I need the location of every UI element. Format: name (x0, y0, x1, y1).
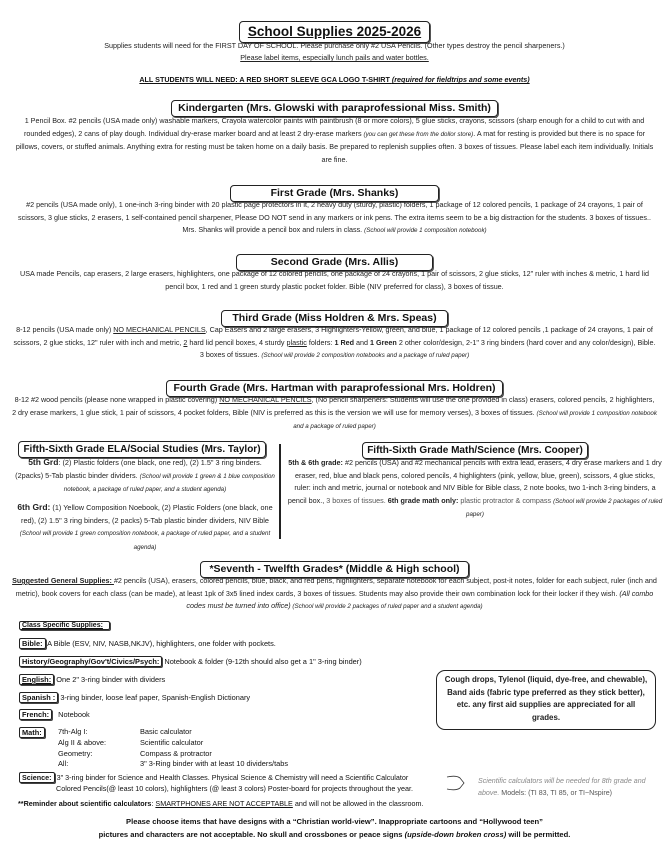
third-no-mechanical: NO MECHANICAL PENCILS (113, 325, 206, 334)
third-text-3: hard lid pencil boxes, 4 sturdy (187, 337, 287, 347)
math-text-gray: 3 boxes of tissues. (326, 495, 386, 505)
third-underline-plastic: plastic (286, 337, 307, 347)
math-course: All: (58, 759, 69, 769)
ela-6th-note: (School will provide 1 green composition notebook, a package of ruled paper, and a student agenda) (19, 530, 271, 551)
reminder-colon: : (151, 799, 156, 808)
first-grade-text: #2 pencils (USA made only), 1 one-inch 3-ring binder with 20 plastic page protectors in it, 2 heavy duty (sturdy, plastic) folders, 1 package of 12 colored pencils, 1 package of 24 crayons, 1 pair of scissors, 3 glue sticks, 2 erasers, 1 self-contained pencil sharpener, Please DO NOT send in any markers or ink pens. The extra items seem to be a big distraction for the students. 3 boxes of tissues.. Mrs. Shanks will provide a pencil box and rulers in class. (18, 200, 651, 234)
all-students-main: ALL STUDENTS WILL NEED: A RED SHORT SLEEVE GCA LOGO T-SHIRT (139, 75, 392, 84)
science-row (19, 772, 408, 783)
calculator-note (478, 775, 666, 799)
bible-label: Bible: (19, 638, 46, 649)
intro-line2: Please label items, especially lunch pails and water bottles. (240, 53, 429, 62)
spanish-label: Spanish : (19, 692, 58, 703)
math-class-label: Math: (19, 727, 45, 738)
footer-line2 (10, 829, 659, 842)
history-label: History/Geography/Gov't/Civics/Psych: (19, 656, 162, 667)
math-table (58, 727, 288, 770)
math-science-list (286, 457, 664, 522)
fourth-text-2: , (No pencil sharpeners: Students will use the one provided in class) erasers, colored pencils, 2 highlighters, 2 dry erase markers, 1 glue stick, 1 pair of scissors, 4 pocket folders, Bible (NIV is preferred as this is the version we will use for memory verses), 3 boxes of tissues. (12, 395, 655, 417)
first-grade-list (12, 199, 657, 238)
math-row (19, 727, 45, 738)
kindergarten-list (12, 115, 657, 166)
math-course: Alg II & above: (58, 737, 107, 747)
reminder-text: and will not be allowed in the classroom. (292, 799, 424, 808)
fourth-grade-list (12, 394, 657, 434)
math-label: 5th & 6th grade: (288, 458, 343, 467)
page-title: School Supplies 2025-2026 (239, 21, 430, 43)
math-item: Basic calculator (140, 727, 192, 736)
math-item: Scientific calculator (140, 737, 204, 747)
math-row-3 (58, 759, 288, 770)
math-6th-only-text: plastic protractor & compass (460, 495, 554, 505)
third-bold-red: 1 Red (334, 337, 355, 347)
math-text: #2 pencils (USA) and #2 mechanical pencils with extra lead, erasers, 4 dry erase markers and 1 dry eraser, red, blue and black pens, colored pencils, 4 highlighters (pink, yellow, blue, green), scissors, 4 glue sticks, ruler: inch and metric, journal or notebook and NIV Bible for Bible class, 2 note books, two 1-inch 3-ring binders, a pencil box., (287, 458, 662, 505)
all-students-notice (10, 74, 659, 87)
math-science-heading: Fifth-Sixth Grade Math/Science (Mrs. Cooper) (362, 442, 588, 459)
ela-5th-label: 5th Grd (28, 457, 59, 467)
history-row (19, 656, 362, 667)
third-grade-list (12, 324, 657, 363)
science-label: Science: (19, 772, 55, 783)
third-text-5: and (354, 337, 371, 347)
class-specific-heading: Class Specific Supplies: (19, 621, 110, 630)
footer-line1: Please choose items that have designs with a “Christian world-view”. Inappropriate cartoons and “Hollywood teen” (126, 817, 543, 826)
seventh-twelfth-heading: *Seventh - Twelfth Grades* (Middle & High school) (200, 561, 468, 578)
english-text: One 2" 3-ring binder with dividers (54, 675, 166, 684)
ela-6th-grade (14, 501, 276, 554)
math-6th-only-label: 6th grade math only: (385, 495, 461, 505)
third-underline-2: 2 (183, 337, 188, 347)
math-row-0 (58, 727, 288, 738)
fourth-text-1: 8-12 #2 wood pencils (please none wrapped in plastic covering) (14, 395, 220, 404)
all-students-note: (required for fieldtrips and some events) (391, 75, 530, 84)
third-note: (School will provide 2 composition notebooks and a package of ruled paper) (261, 352, 470, 359)
fourth-grade-heading: Fourth Grade (Mrs. Hartman with paraprofessional Mrs. Holdren) (166, 380, 502, 397)
third-grade-heading: Third Grade (Miss Holdren & Mrs. Speas) (221, 310, 447, 327)
third-bold-green: 1 Green (370, 337, 397, 347)
seventh-twelfth-list (12, 575, 657, 614)
seventh-note: (School will provide 2 packages of ruled paper and a student agenda) (290, 603, 483, 610)
footer-line2-text: pictures and characters are not acceptable. No skull and crossbones or peace signs (98, 830, 405, 839)
kindergarten-text2: . A mat for resting is provided but there is no space for pillows, covers, or stuffed animals. Anything extra for resting must be taken home on a daily basis. Be prepared to replenish supplies often. 3 boxes of tissues. Please label each item individually. Initials are fine. (15, 128, 654, 164)
kindergarten-note: (you can get these from the dollor store) (363, 130, 474, 138)
third-text-6: 2 other color/design, 2-1" 3 ring binders (hard cover and any color/design), Bible. 3 boxes of tissues. (199, 337, 656, 359)
math-note: (School will provide 2 packages of ruled paper) (466, 497, 663, 518)
ela-heading: Fifth-Sixth Grade ELA/Social Studies (Mrs. Taylor) (18, 441, 265, 458)
reminder-row (18, 798, 423, 809)
general-supplies-label: Suggested General Supplies: (12, 576, 114, 585)
first-aid-box: Cough drops, Tylenol (liquid, dye-free, and chewable), Band aids (fabric type preferred as they stick better), etc. any first aid supplies are appreciated for all grades. (436, 670, 656, 730)
kindergarten-text1: 1 Pencil Box. #2 pencils (USA made only) washable markers, Crayola watercolor paints with paintbrush (8 or more colors), 5 glue sticks, crayons, scissors (sharp enough for a child to cut with and rounded edges), 2 cans of play dough. Individual dry-erase marker board and at least 2 dry-erase markers (23, 116, 645, 138)
history-text: Notebook & folder (9-12th should also get a 1" 3-ring binder) (162, 657, 362, 666)
kindergarten-heading: Kindergarten (Mrs. Glowski with paraprofessional Miss. Smith) (171, 100, 498, 117)
intro-line1: Supplies students will need for the FIRST DAY OF SCHOOL. Please purchase only #2 USA Pencils. (Other types destroy the pencil sharpeners.) (104, 41, 565, 50)
first-grade-note: (School will provide 1 composition notebook) (364, 227, 487, 234)
calculator-models: Models: (TI 83, TI 85, or TI~Nspire) (501, 789, 612, 797)
french-text: Notebook (58, 710, 90, 719)
ela-5th-grade (14, 456, 276, 497)
smartphones-warning: SMARTPHONES ARE NOT ACCEPTABLE (155, 799, 293, 808)
section-divider (279, 444, 281, 539)
bible-text: A Bible (ESV, NIV, NASB,NKJV), highlighters, one folder with pockets. (45, 639, 276, 648)
combo-codes-note: (All combo codes must be turned into office) (186, 588, 654, 610)
fourth-note: (School will provide 1 composition notebook and a package of ruled paper) (293, 409, 657, 430)
second-grade-list: USA made Pencils, cap erasers, 2 large erasers, highlighters, one package of 12 colored pencils, one package of 24 crayons, 1 pair of scissors, 2 glue sticks, 12" ruler with inches & metric, 1 hard lid pencil box, 1 red and 1 green sturdy plastic pocket folder. Bible (NIV preferred for class), 3 boxes of tissue. (20, 269, 649, 291)
third-text-4: folders: (306, 337, 335, 347)
general-supplies-text: #2 pencils (USA), erasers, colored pencils, blue, black, and red pens, highlighters, separate notebook for each subject, post-it notes, folder for each subject, ruler (inch and metric), book covers for each class (can be made), at least 1pk of 3x5 lined index cards, 3 boxes of tissues. Students may also provide their own combination lock for their locker if they wish. (15, 576, 657, 598)
science-line2: Colored Pencils(@ least 10 colors), highlighters (@ least 3 colors) Poster-board for projects throughout the year. (56, 784, 413, 793)
math-course: 7th-Alg I: (58, 727, 88, 736)
bible-row (19, 638, 276, 649)
third-text-2: , Cap Easers and 2 large erasers, 3 Highlighters-Yellow, green, and blue, 1 package of 12 colored pencils ,1 package of 24 crayons, 1 pair of scissors, 2 glue sticks, 12" ruler with inch and metric, (13, 325, 653, 347)
brace-icon (446, 772, 480, 794)
second-grade-heading: Second Grade (Mrs. Allis) (236, 254, 433, 271)
fourth-no-mechanical: NO MECHANICAL PENCILS (219, 395, 312, 404)
ela-6th-text: (1) Yellow Composition Noebook, (2) Plastic Folders (one black, one red), (2) 1.5" 3 ring binders, (2 packs) 5-Tab plastic binder dividers, NIV Bible (21, 503, 273, 525)
french-label: French: (19, 709, 52, 720)
english-label: English: (19, 674, 54, 685)
ela-6th-label: 6th Grd: (17, 502, 51, 512)
class-specific-row (19, 620, 110, 631)
math-item: 3" 3-Ring binder with at least 10 dividers/tabs (140, 759, 289, 769)
footer-line2-end: will be permitted. (506, 830, 571, 839)
spanish-text: 3-ring binder, loose leaf paper, Spanish-English Dictionary (58, 693, 251, 702)
reminder-label: **Reminder about scientific calculators (18, 799, 152, 808)
ela-5th-text: : (2) Plastic folders (one black, one red), (2) 1.5" 3 ring binders. (2packs) 5-Tab plastic binder dividers. (15, 458, 262, 480)
footer-italic: (upside-down broken cross) (404, 830, 507, 839)
math-item: Compass & protractor (140, 748, 212, 758)
first-grade-heading: First Grade (Mrs. Shanks) (230, 185, 440, 202)
math-course: Geometry: (58, 748, 93, 758)
math-row-2 (58, 749, 288, 760)
french-row (19, 709, 90, 720)
science-line1: 3" 3-ring binder for Science and Health Classes. Physical Science & Chemistry will need a Scientific Calculator (54, 773, 409, 782)
spanish-row (19, 692, 250, 703)
math-row-1 (58, 738, 288, 749)
third-text-1: 8-12 pencils (USA made only) (16, 325, 114, 334)
ela-5th-note: (School will provide 1 green & 1 blue composition notebook, a package of ruled paper, and a student agenda) (63, 472, 275, 493)
english-row (19, 674, 165, 685)
calculator-note-text: Scientific calculators will be needed for 8th grade and above. (478, 777, 646, 797)
